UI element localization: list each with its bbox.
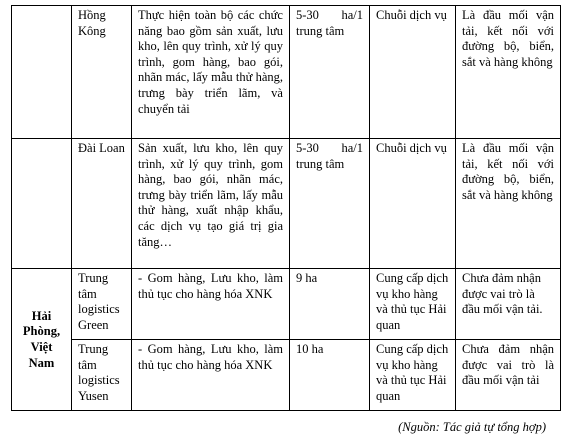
center-name: Đài Loan bbox=[72, 139, 132, 269]
area-cell: 5-30 ha/1 trung tâm bbox=[290, 139, 370, 269]
table-row bbox=[12, 340, 561, 411]
functions-cell: - Gom hàng, Lưu kho, làm thủ tục cho hàng hóa XNK bbox=[132, 340, 290, 411]
region-cell-empty bbox=[12, 6, 72, 139]
table-row bbox=[12, 6, 561, 139]
role-cell: Chưa đảm nhận được vai trò là đầu mối vận tải. bbox=[456, 269, 561, 340]
table-row bbox=[12, 269, 561, 340]
service-cell: Cung cấp dịch vụ kho hàng và thủ tục Hải quan bbox=[370, 269, 456, 340]
service-cell: Chuỗi dịch vụ bbox=[370, 139, 456, 269]
role-cell: Là đầu mối vận tải, kết nối với đường bộ, biển, sắt và hàng không bbox=[456, 139, 561, 269]
area-cell: 10 ha bbox=[290, 340, 370, 411]
role-cell: Là đầu mối vận tải, kết nối với đường bộ, biển, sắt và hàng không bbox=[456, 6, 561, 139]
logistics-comparison-table bbox=[11, 5, 561, 411]
role-cell: Chưa đảm nhận được vai trò là đầu mối vận tải bbox=[456, 340, 561, 411]
table-row bbox=[12, 139, 561, 269]
center-name: Trung tâm logistics Green bbox=[72, 269, 132, 340]
service-cell: Cung cấp dịch vụ kho hàng và thủ tục Hải quan bbox=[370, 340, 456, 411]
functions-cell: - Gom hàng, Lưu kho, làm thủ tục cho hàng hóa XNK bbox=[132, 269, 290, 340]
service-cell: Chuỗi dịch vụ bbox=[370, 6, 456, 139]
area-cell: 9 ha bbox=[290, 269, 370, 340]
region-hai-phong: Hải Phòng, Việt Nam bbox=[12, 269, 72, 411]
source-caption: (Nguồn: Tác giả tự tổng hợp) bbox=[398, 420, 546, 434]
functions-cell: Sản xuất, lưu kho, lên quy trình, xử lý quy trình, gom hàng, bao gói, nhãn mác, trưng bày triển lãm, lấy mẫu thử hàng, xuất nhập khẩu, các dịch vụ tạo giá trị gia tăng… bbox=[132, 139, 290, 269]
center-name: Hồng Kông bbox=[72, 6, 132, 139]
center-name: Trung tâm logistics Yusen bbox=[72, 340, 132, 411]
functions-cell: Thực hiện toàn bộ các chức năng bao gồm sản xuất, lưu kho, lên quy trình, xử lý quy trình, gom hàng, bao gói, nhãn mác, lấy mẫu thử hàng, trưng bày triển lãm, và chuyển tải bbox=[132, 6, 290, 139]
region-cell-empty bbox=[12, 139, 72, 269]
area-cell: 5-30 ha/1 trung tâm bbox=[290, 6, 370, 139]
